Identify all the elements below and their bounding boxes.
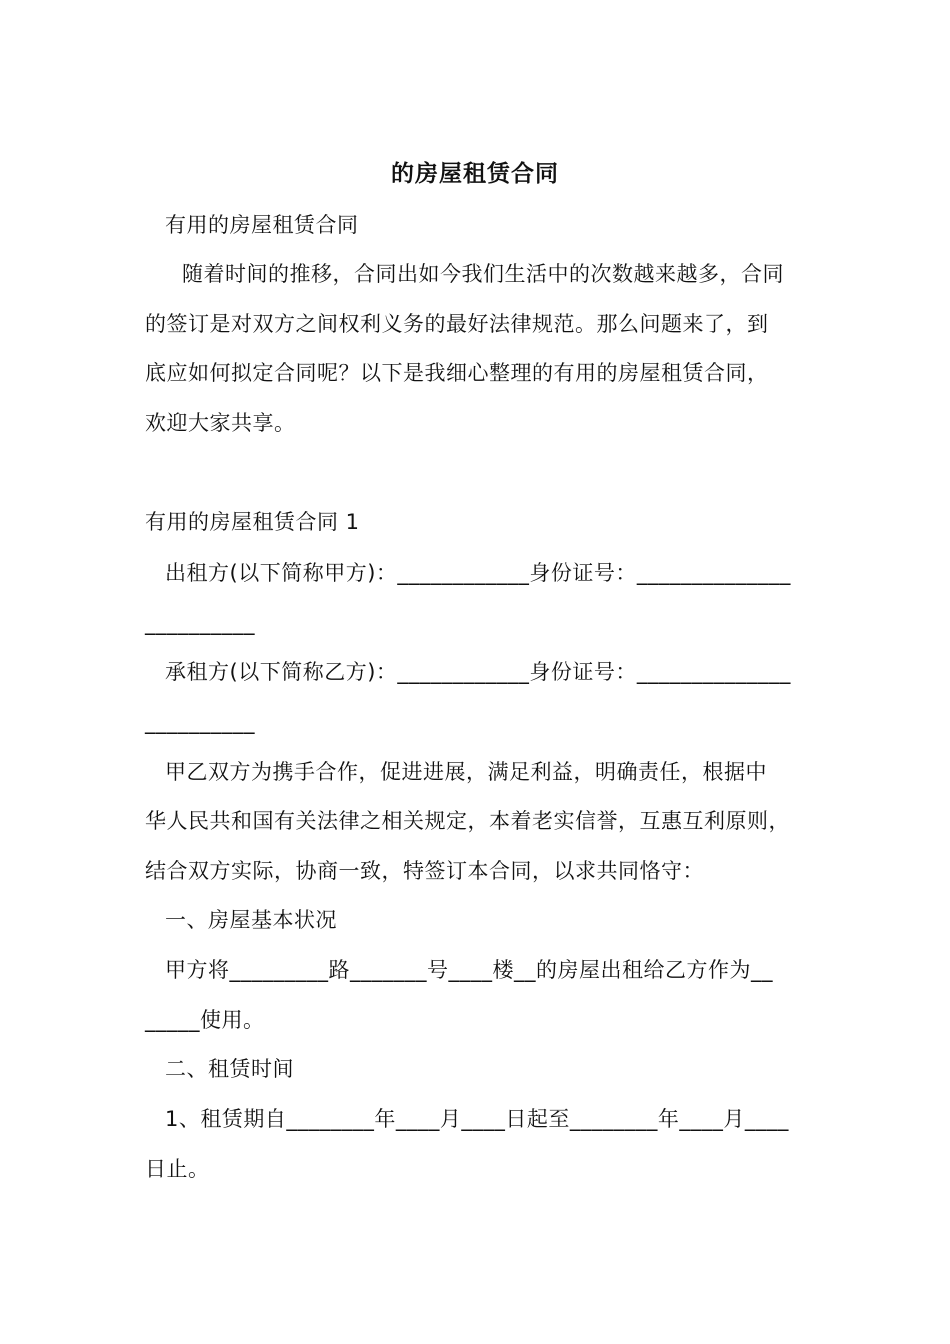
article-2-text-continued: 日止。 [145,1157,210,1181]
lessor-line: 出租方(以下简称甲方)：____________身份证号：______________ [165,561,791,585]
section-heading: 有用的房屋租赁合同 1 [145,510,360,534]
agreement-line-3: 结合双方实际，协商一致，特签订本合同，以求共同恪守： [145,859,704,883]
article-1-heading: 一、房屋基本状况 [165,908,337,932]
lessee-line-continued: __________ [145,710,255,734]
document-title: 的房屋租赁合同 [391,161,559,187]
document-subtitle: 有用的房屋租赁合同 [165,213,359,237]
article-2-heading: 二、租赁时间 [165,1057,294,1081]
article-1-text: 甲方将_________路_______号____楼__的房屋出租给乙方作为__ [165,958,773,982]
article-2-text: 1、租赁期自________年____月____日起至________年____月____ [165,1107,789,1131]
agreement-line-1: 甲乙双方为携手合作，促进进展，满足利益，明确责任，根据中 [165,760,767,784]
intro-line-4: 欢迎大家共享。 [145,411,296,435]
agreement-line-2: 华人民共和国有关法律之相关规定，本着老实信誉，互惠互利原则， [145,809,790,833]
intro-line-3: 底应如何拟定合同呢？以下是我细心整理的有用的房屋租赁合同， [145,361,769,385]
intro-line-1: 随着时间的推移，合同出如今我们生活中的次数越来越多，合同 [182,262,784,286]
lessor-line-continued: __________ [145,611,255,635]
article-1-text-continued: _____使用。 [145,1008,265,1032]
intro-line-2: 的签订是对双方之间权利义务的最好法律规范。那么问题来了，到 [145,312,769,336]
lessee-line: 承租方(以下简称乙方)：____________身份证号：______________ [165,660,791,684]
